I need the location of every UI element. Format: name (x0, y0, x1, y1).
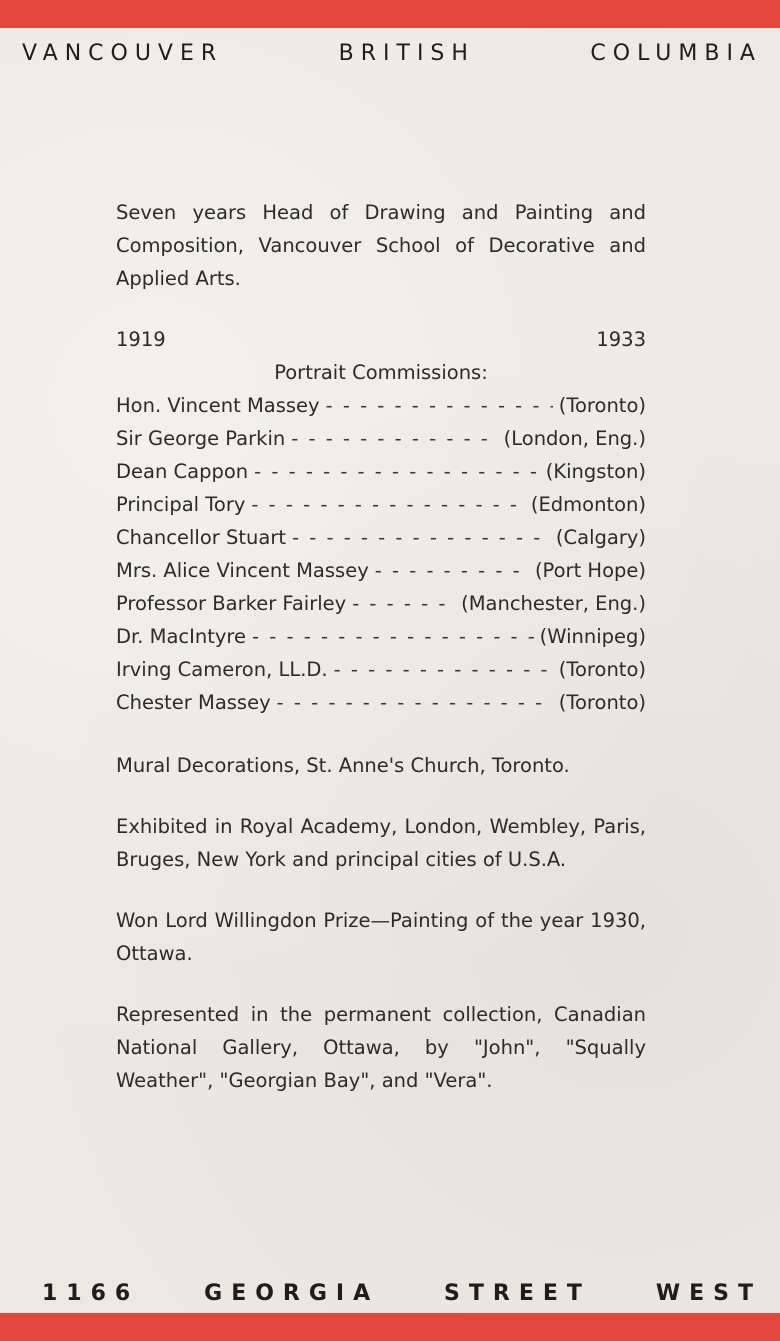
leader-dashes (292, 521, 550, 554)
header-word-columbia: COLUMBIA (590, 40, 762, 66)
commission-place: (Calgary) (555, 526, 646, 549)
leader-dashes (254, 455, 540, 488)
header-word-british: BRITISH (338, 40, 475, 66)
year-start: 1919 (116, 328, 166, 351)
commission-place: (London, Eng.) (503, 427, 646, 450)
intro-paragraph: Seven years Head of Drawing and Painting and Composition, Vancouver School of Decorative and Applied Arts. (116, 201, 646, 290)
commission-name: Mrs. Alice Vincent Massey (116, 559, 369, 582)
commission-name: Chester Massey (116, 691, 271, 714)
top-red-band (0, 0, 780, 28)
leader-dashes (251, 488, 524, 521)
footer-word-number: 1166 (42, 1280, 140, 1306)
commission-item (116, 587, 646, 620)
leader-dashes (375, 554, 529, 587)
leader-dashes (352, 587, 455, 620)
leader-dashes (252, 620, 534, 653)
commission-list (116, 389, 646, 719)
commission-name: Hon. Vincent Massey (116, 394, 320, 417)
commission-place: (Kingston) (545, 460, 646, 483)
leader-dashes (277, 686, 553, 719)
commission-place: (Toronto) (558, 394, 646, 417)
commission-place: (Winnipeg) (539, 625, 646, 648)
commission-item (116, 653, 646, 686)
year-end: 1933 (596, 328, 646, 351)
commissions-title: Portrait Commissions: (274, 361, 488, 384)
prize-paragraph: Won Lord Willingdon Prize—Painting of the year 1930, Ottawa. (116, 909, 646, 965)
footer-address (42, 1276, 762, 1310)
commission-item (116, 686, 646, 719)
footer-word-georgia: GEORGIA (204, 1280, 380, 1306)
commission-name: Dr. MacIntyre (116, 625, 247, 648)
commission-item (116, 521, 646, 554)
bottom-red-band (0, 1313, 780, 1341)
commission-item (116, 620, 646, 653)
commission-name: Dean Cappon (116, 460, 249, 483)
header-city (22, 36, 762, 70)
commission-place: (Manchester, Eng.) (461, 592, 646, 615)
commission-item (116, 554, 646, 587)
footer-word-west: WEST (655, 1280, 762, 1306)
commission-item (116, 389, 646, 422)
mural-paragraph: Mural Decorations, St. Anne's Church, Toronto. (116, 754, 570, 777)
year-range (116, 323, 646, 356)
commission-place: (Toronto) (558, 658, 646, 681)
commission-item (116, 488, 646, 521)
commission-name: Principal Tory (116, 493, 246, 516)
exhibited-paragraph: Exhibited in Royal Academy, London, Wembley, Paris, Bruges, New York and principal cities of U.S.A. (116, 815, 646, 871)
document-body (116, 196, 646, 1097)
commission-name: Sir George Parkin (116, 427, 286, 450)
leader-dashes (291, 422, 497, 455)
commission-name: Irving Cameron, LL.D. (116, 658, 328, 681)
footer-word-street: STREET (444, 1280, 591, 1306)
commission-place: (Toronto) (558, 691, 646, 714)
represented-paragraph: Represented in the permanent collection, Canadian National Gallery, Ottawa, by "John", "Squally Weather", "Georgian Bay", and "Vera". (116, 1003, 646, 1092)
commission-name: Chancellor Stuart (116, 526, 286, 549)
commission-item (116, 455, 646, 488)
commission-place: (Edmonton) (530, 493, 646, 516)
leader-dashes (326, 389, 553, 422)
header-word-vancouver: VANCOUVER (22, 40, 224, 66)
commission-item (116, 422, 646, 455)
leader-dashes (334, 653, 553, 686)
commission-name: Professor Barker Fairley (116, 592, 347, 615)
commission-place: (Port Hope) (534, 559, 646, 582)
